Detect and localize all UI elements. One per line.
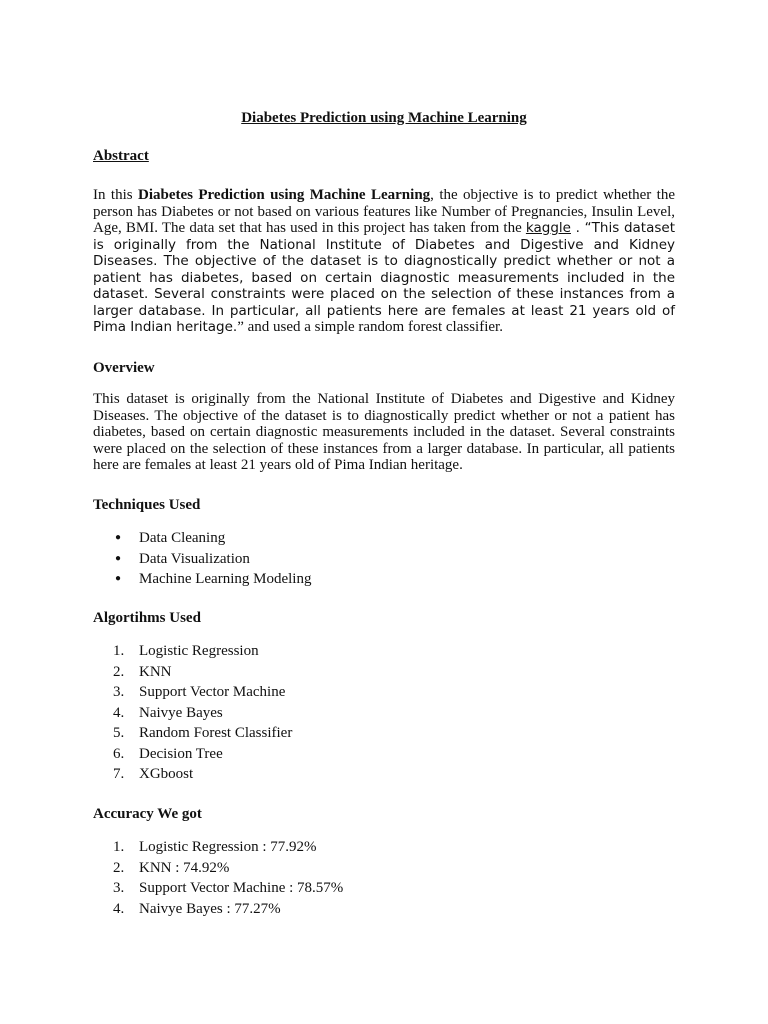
list-item-text: Data Cleaning [139,530,226,546]
bullet-icon: ● [115,532,122,543]
kaggle-link[interactable]: kaggle [525,220,571,236]
techniques-list [93,530,311,592]
abstract-paragraph [93,187,675,336]
abstract-text-1: , the objective is to predict whether the person has Diabetes or not based on various features like Number of Pregnancies, Insulin Level, Age, BMI. The data set that has used in this project has taken from the [93,187,676,236]
abstract-intro: In this [93,187,138,203]
list-item: 4. Naivye Bayes : 77.27% [113,900,281,917]
list-item-text: KNN : 74.92% [139,859,230,876]
list-item-text: Data Visualization [139,550,250,567]
list-item-text: Machine Learning Modeling [139,571,312,587]
list-item: 1. Logistic Regression : 77.92% [113,839,317,855]
list-item-text: Naivye Bayes [139,704,223,721]
list-item: 3. Support Vector Machine : 78.57% [113,880,344,896]
list-item-text: Random Forest Classifier [139,725,293,741]
accuracy-list [93,839,343,921]
bullet-icon: ● [115,573,122,584]
list-item [93,530,311,551]
list-item [93,551,311,572]
list-item-text: Naivye Bayes : 77.27% [139,900,281,917]
overview-heading: Overview [93,360,155,376]
abstract-text-2: . “This dataset is originally from the National Institute of Diabetes and Digestive and Kidney Diseases. The objective of the dataset is to diagnostically predict whether or not a patient has diabetes, based on certain diagnostic measurements included in the dataset. Several constraints were placed on the selection of these instances from a larger database. In particular, all patients here [93,220,675,319]
accuracy-heading: Accuracy We got [93,806,202,822]
algorithms-list [93,643,292,787]
list-item [93,571,311,592]
list-item: 4. Naivye Bayes [113,704,223,721]
document-title: Diabetes Prediction using Machine Learning [241,110,527,126]
list-item: 7. XGboost [113,766,194,782]
list-item-text: KNN [139,663,172,680]
list-item-text: Support Vector Machine : 78.57% [139,880,344,896]
list-item-text: Support Vector Machine [139,684,286,700]
abstract-heading: Abstract [93,148,149,164]
abstract-quote-end: are females at least 21 years old of Pima Indian heritage. [93,302,675,335]
bullet-icon: ● [115,552,122,564]
algorithms-heading: Algortihms Used [93,610,201,626]
abstract-bold-title: Diabetes Prediction using Machine Learning [137,187,431,203]
list-item-text: XGboost [139,766,194,782]
list-item: 5. Random Forest Classifier [113,725,293,741]
list-item: 2. KNN : 74.92% [113,859,230,876]
list-item-text: Decision Tree [139,745,223,762]
list-item: 6. Decision Tree [113,745,223,762]
list-item-text: Logistic Regression : 77.92% [139,839,317,855]
list-item: 2. KNN [113,663,172,680]
techniques-heading: Techniques Used [93,497,201,513]
list-item: 1. Logistic Regression [113,643,259,659]
overview-paragraph: This dataset is originally from the National Institute of Diabetes and Digestive and Kidney Diseases. The objective of the dataset is to diagnostically predict whether or not a patient has diabetes, based on certain diagnostic measurements included in the dataset. Several constraints were placed on the selection of these instances from a larger database. In particular, all patients here are females at least 21 years old of Pima Indian heritage. [93,391,675,473]
list-item: 3. Support Vector Machine [113,684,286,700]
abstract-text-3: ” and used a simple random forest classifier. [237,319,503,335]
list-item-text: Logistic Regression [139,643,259,659]
